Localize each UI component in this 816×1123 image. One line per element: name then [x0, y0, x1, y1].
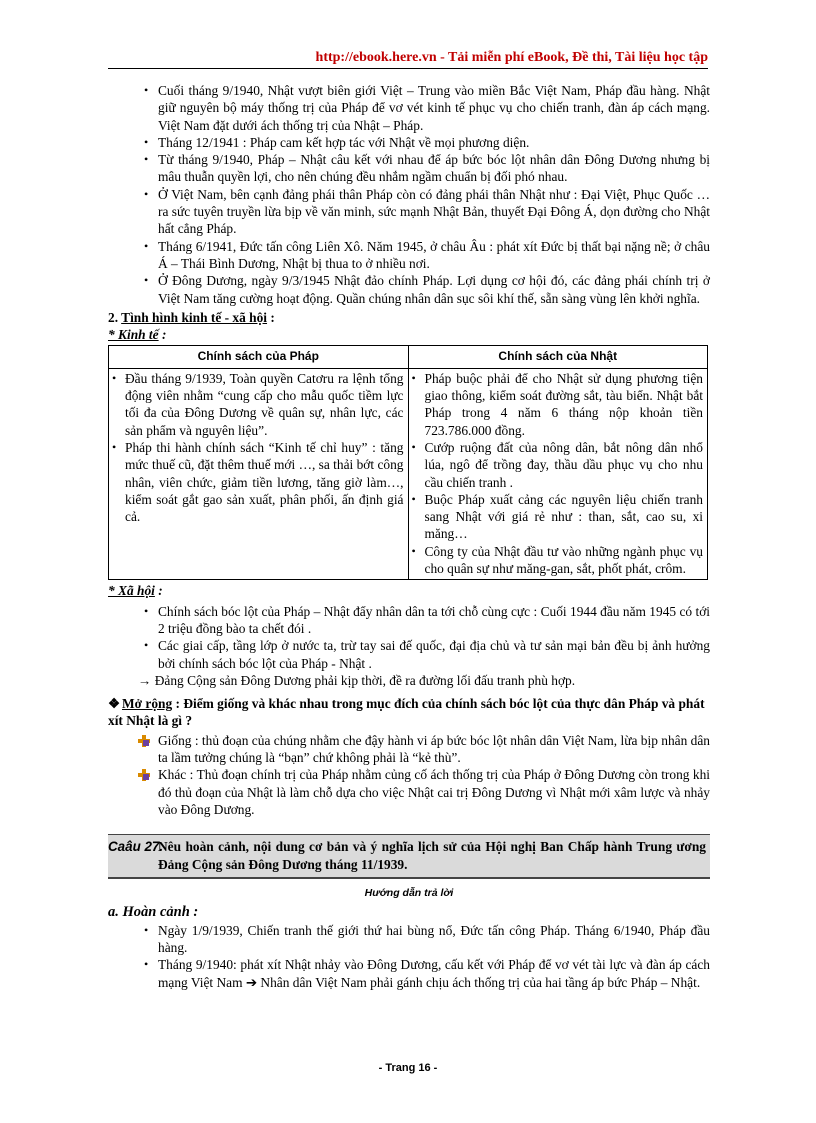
section-a-list	[108, 922, 710, 991]
list-item: • Ngày 1/9/1939, Chiến tranh thế giới thứ hai bùng nổ, Đức tấn công Pháp. Tháng 6/1940, Pháp đầu hàng.	[108, 922, 710, 957]
list-item: • Pháp thi hành chính sách “Kinh tế chỉ huy” : tăng mức thuế cũ, đặt thêm thuế mới …, sa thải bớt công nhân, viên chức, giảm tiền lương, tăng giờ làm…, kiểm soát gắt gao sản xuất, phân phối, ấn định giá cả.	[111, 439, 404, 525]
list-item: • Cuối tháng 9/1940, Nhật vượt biên giới Việt – Trung vào miền Bắc Việt Nam, Pháp đầu hàng. Nhật giữ nguyên bộ máy thống trị của Pháp để vơ vét kinh tế phục vụ cho chiến tranh, đàn áp cách mạng. Việt Nam đặt dưới ách thống trị của Nhật – Pháp.	[108, 82, 710, 134]
extension-question: : Điểm giống và khác nhau trong mục đích của chính sách bóc lột của thực dân Pháp và phát xít Nhật là gì ?	[108, 696, 705, 729]
intro-bullet-list	[108, 82, 710, 307]
table-header-france: Chính sách của Pháp	[109, 346, 409, 368]
extension-list	[108, 732, 710, 818]
list-item: • Đầu tháng 9/1939, Toàn quyền Catơru ra lệnh tổng động viên nhằm “cung cấp cho mẫu quốc tiềm lực tối đa của Đông Dương về quân sự, nhân lực, các sản phẩm và nguyên liệu”.	[111, 370, 404, 439]
society-bullet-list	[108, 603, 710, 672]
section-2-colon: :	[267, 309, 275, 325]
list-item: • Chính sách bóc lột của Pháp – Nhật đẩy nhân dân ta tới chỗ cùng cực : Cuối 1944 đầu năm 1945 có tới 2 triệu đồng bào ta chết đói .	[108, 603, 710, 638]
extension-label: Mở rộng	[122, 696, 173, 712]
list-item: • Tháng 9/1940: phát xít Nhật nhảy vào Đông Dương, cấu kết với Pháp để vơ vét tài lực và đàn áp cách mạng Việt Nam ➔ Nhân dân Việt Nam phải gánh chịu ách thống trị của hai tầng áp bức Pháp – Nhật.	[108, 956, 710, 991]
list-item: • Tháng 6/1941, Đức tấn công Liên Xô. Năm 1945, ở châu Âu : phát xít Đức bị thất bại nặng nề; ở châu Á – Thái Bình Dương, Nhật bị thua to ở nhiều nơi.	[108, 238, 710, 273]
diamond-bullet-icon: ❖	[108, 696, 121, 712]
extension-heading	[108, 695, 710, 730]
policy-table	[108, 345, 708, 580]
section-a-heading: a. Hoàn cảnh :	[108, 904, 199, 921]
conclusion-line	[108, 672, 710, 689]
header-rule	[108, 68, 708, 69]
section-2-number: 2.	[108, 309, 122, 325]
economy-colon: :	[158, 327, 167, 343]
list-item: • Công ty của Nhật đầu tư vào những ngành phục vụ cho quân sự như măng-gan, sắt, phốt phát, crôm.	[411, 543, 704, 578]
society-colon: :	[154, 583, 163, 599]
table-header-japan: Chính sách của Nhật	[408, 346, 708, 368]
table-cell-japan	[408, 368, 708, 580]
question-text: Nêu hoàn cảnh, nội dung cơ bản và ý nghĩa lịch sử của Hội nghị Ban Chấp hành Trung ương Đảng Cộng sản Đông Dương tháng 11/1939.	[158, 839, 706, 872]
arrow-icon: →	[138, 672, 152, 688]
list-item: • Pháp buộc phải để cho Nhật sử dụng phương tiện giao thông, kiểm soát đường sắt, tàu biển. Nhật bắt Pháp trong 4 năm 6 tháng nộp khoản tiền 723.786.000 đồng.	[411, 370, 704, 439]
answer-guide-label: Hướng dẫn trả lời	[364, 887, 454, 900]
list-item	[108, 766, 710, 818]
conclusion-text: Đảng Cộng sản Đông Dương phải kịp thời, đề ra đường lối đấu tranh phù hợp.	[151, 672, 576, 688]
table-row	[109, 368, 708, 580]
society-heading	[108, 582, 710, 599]
list-item: • Các giai cấp, tầng lớp ở nước ta, trừ tay sai đế quốc, đại địa chủ và tư sản mại bản đều bị ảnh hưởng bởi chính sách bóc lột của Pháp - Nhật .	[108, 637, 710, 672]
question-number: Caâu 27.	[108, 839, 164, 855]
section-2-title: Tình hình kinh tế - xã hội	[121, 309, 268, 325]
list-item: • Ở Việt Nam, bên cạnh đảng phái thân Pháp còn có đảng phái thân Nhật như : Đại Việt, Phục Quốc …ra sức tuyên truyền lừa bịp về văn minh, sức mạnh Nhật Bản, thuyết Đại Đông Á, dọn đường cho Nhật hất cẳng Pháp.	[108, 186, 710, 238]
header-tagline: Tải miễn phí eBook, Đề thi, Tài liệu học tập	[448, 50, 708, 65]
list-item: • Cướp ruộng đất của nông dân, bắt nông dân nhổ lúa, ngô để trồng đay, thầu dầu phục vụ cho nhu cầu chiến tranh .	[411, 439, 704, 491]
economy-label: * Kinh tế	[108, 327, 159, 343]
page-header	[108, 50, 708, 66]
table-header-row	[109, 346, 708, 368]
france-policy-list	[111, 370, 404, 526]
header-link[interactable]: http://ebook.here.vn	[315, 50, 437, 65]
list-item: • Buộc Pháp xuất cảng các nguyên liệu chiến tranh sang Nhật với giá rẻ như : than, sắt, cao su, xi măng…	[411, 491, 704, 543]
page-number: - Trang 16 -	[378, 1062, 438, 1074]
economy-heading	[108, 326, 710, 343]
list-item: • Ở Đông Dương, ngày 9/3/1945 Nhật đảo chính Pháp. Lợi dụng cơ hội đó, các đảng phái chính trị ở Việt Nam tăng cường hoạt động. Quần chúng nhân dân sục sôi khí thế, sẵn sàng vùng lên khởi nghĩa.	[108, 272, 710, 307]
list-item: • Tháng 12/1941 : Pháp cam kết hợp tác với Nhật về mọi phương diện.	[108, 134, 710, 151]
similarity-text: Giống : thủ đoạn của chúng nhằm che đậy hành vi áp bức bóc lột nhân dân Việt Nam, lừa bịp nhân dân ta lầm tưởng chúng là “bạn” chứ không phải là “kẻ thù”.	[158, 732, 710, 765]
plus-bullet-icon	[138, 769, 150, 781]
difference-text: Khác : Thủ đoạn chính trị của Pháp nhằm củng cố ách thống trị của Pháp ở Đông Dương còn trong khi đó thủ đoạn của Nhật là làm chỗ dựa cho việc Nhật cai trị Đông Dương vì Nhật mới xâm lược và nhảy vào Đông Dương.	[158, 767, 710, 817]
section-2-heading	[108, 309, 710, 326]
list-item	[108, 732, 710, 767]
content	[108, 82, 710, 991]
plus-bullet-icon	[138, 735, 150, 747]
table-cell-france	[109, 368, 409, 580]
question-27-box	[108, 834, 710, 879]
header-separator: -	[436, 50, 449, 65]
society-label: * Xã hội	[108, 583, 155, 599]
japan-policy-list	[411, 370, 704, 578]
list-item: • Từ tháng 9/1940, Pháp – Nhật câu kết với nhau để áp bức bóc lột nhân dân Đông Dương nhưng bị mâu thuẫn quyền lợi, cho nên chúng đều nhắm ngầm chuẩn bị đối phó nhau.	[108, 151, 710, 186]
